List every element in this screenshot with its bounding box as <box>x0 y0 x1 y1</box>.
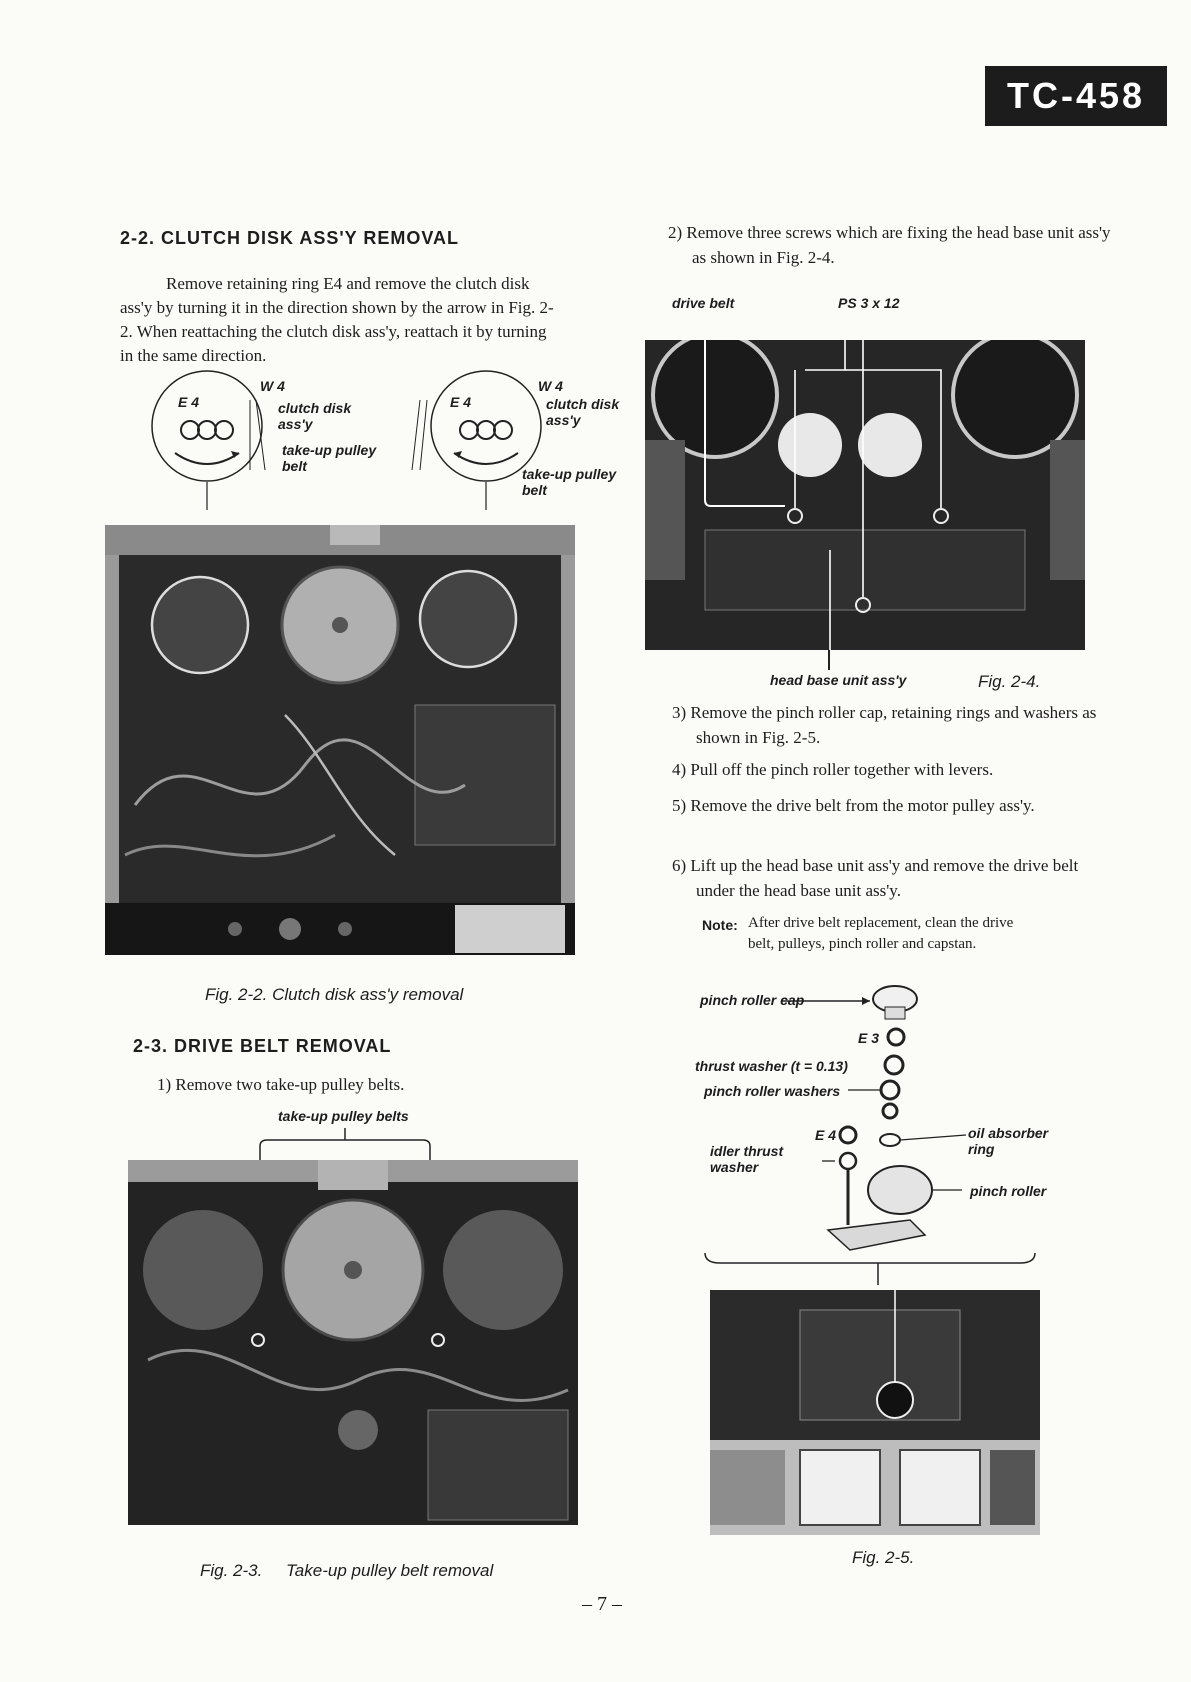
note-text: After drive belt replacement, clean the drive belt, pulleys, pinch roller and capstan. <box>748 915 1014 952</box>
fig-2-4-drawing <box>645 340 1085 650</box>
section-2-3-heading: 2-3. DRIVE BELT REMOVAL <box>133 1036 392 1056</box>
step-4: 4) Pull off the pinch roller together with levers. <box>672 760 994 779</box>
takeup-belts-label: take-up pulley belts <box>278 1108 409 1124</box>
takeup-belt-label-right: take-up pulley belt <box>522 466 617 498</box>
w4-label-right: W 4 <box>538 378 563 394</box>
drive-belt-label: drive belt <box>672 295 735 311</box>
note-label: Note: <box>702 917 738 933</box>
clutch-disk-label-left: clutch disk ass'y <box>278 400 352 432</box>
fig-2-5-exploded-view <box>695 985 1080 1285</box>
pinch-roller-cap-label: pinch roller cap <box>700 992 805 1008</box>
fig-2-5-photo-drawing <box>710 1290 1040 1535</box>
step-1: 1) Remove two take-up pulley belts. <box>157 1075 405 1094</box>
pinch-roller-washers-label: pinch roller washers <box>704 1083 841 1099</box>
fig-2-4-caption: Fig. 2-4. <box>978 672 1041 691</box>
takeup-belt-label-left: take-up pulley belt <box>282 442 377 474</box>
fig-2-3-caption: Fig. 2-3. Take-up pulley belt removal <box>200 1561 494 1580</box>
model-number: TC-458 <box>1006 75 1146 116</box>
head-base-leader <box>828 650 830 670</box>
section-2-2-heading: 2-2. CLUTCH DISK ASS'Y REMOVAL <box>120 228 459 248</box>
head-base-label: head base unit ass'y <box>770 672 907 688</box>
step-5: 5) Remove the drive belt from the motor pulley ass'y. <box>672 796 1035 815</box>
e3-label: E 3 <box>858 1030 880 1046</box>
e4-label-left: E 4 <box>178 394 200 410</box>
e4-label-fig25: E 4 <box>815 1127 837 1143</box>
model-badge <box>985 66 1167 126</box>
clutch-detail-diagrams <box>150 370 630 510</box>
fig-2-4-photo <box>645 340 1085 650</box>
fig-2-2-caption: Fig. 2-2. Clutch disk ass'y removal <box>205 985 464 1004</box>
fig-2-2-drawing <box>105 525 575 980</box>
thrust-washer-label: thrust washer (t = 0.13) <box>695 1058 848 1074</box>
step-6: 6) Lift up the head base unit ass'y and remove the drive belt under the head base unit ass'y. <box>672 856 1079 900</box>
fig-2-5-caption: Fig. 2-5. <box>852 1548 915 1567</box>
fig-2-5-photo <box>710 1290 1040 1535</box>
page-number: – 7 – <box>582 1593 622 1615</box>
e4-label-right: E 4 <box>450 394 472 410</box>
idler-thrust-washer-label: idler thrust washer <box>710 1143 784 1175</box>
section-2-2-paragraph: Remove retaining ring E4 and remove the clutch disk ass'y by turning it in the direction shown by the arrow in Fig. 2-2. When reattaching the clutch disk ass'y, reattach it by turning in the same direction. <box>120 274 554 365</box>
fig-2-2-photo <box>105 525 575 980</box>
w4-label-left: W 4 <box>260 378 285 394</box>
screw-label: PS 3 x 12 <box>838 295 900 311</box>
step-2: 2) Remove three screws which are fixing the head base unit ass'y as shown in Fig. 2-4. <box>668 223 1111 267</box>
oil-absorber-ring-label: oil absorber ring <box>968 1125 1049 1157</box>
fig-2-3-photo <box>128 1160 578 1525</box>
fig-2-3-drawing <box>128 1160 578 1525</box>
step-3: 3) Remove the pinch roller cap, retaining rings and washers as shown in Fig. 2-5. <box>672 703 1097 747</box>
clutch-disk-label-right: clutch disk ass'y <box>546 396 620 428</box>
pinch-roller-label: pinch roller <box>970 1183 1047 1199</box>
